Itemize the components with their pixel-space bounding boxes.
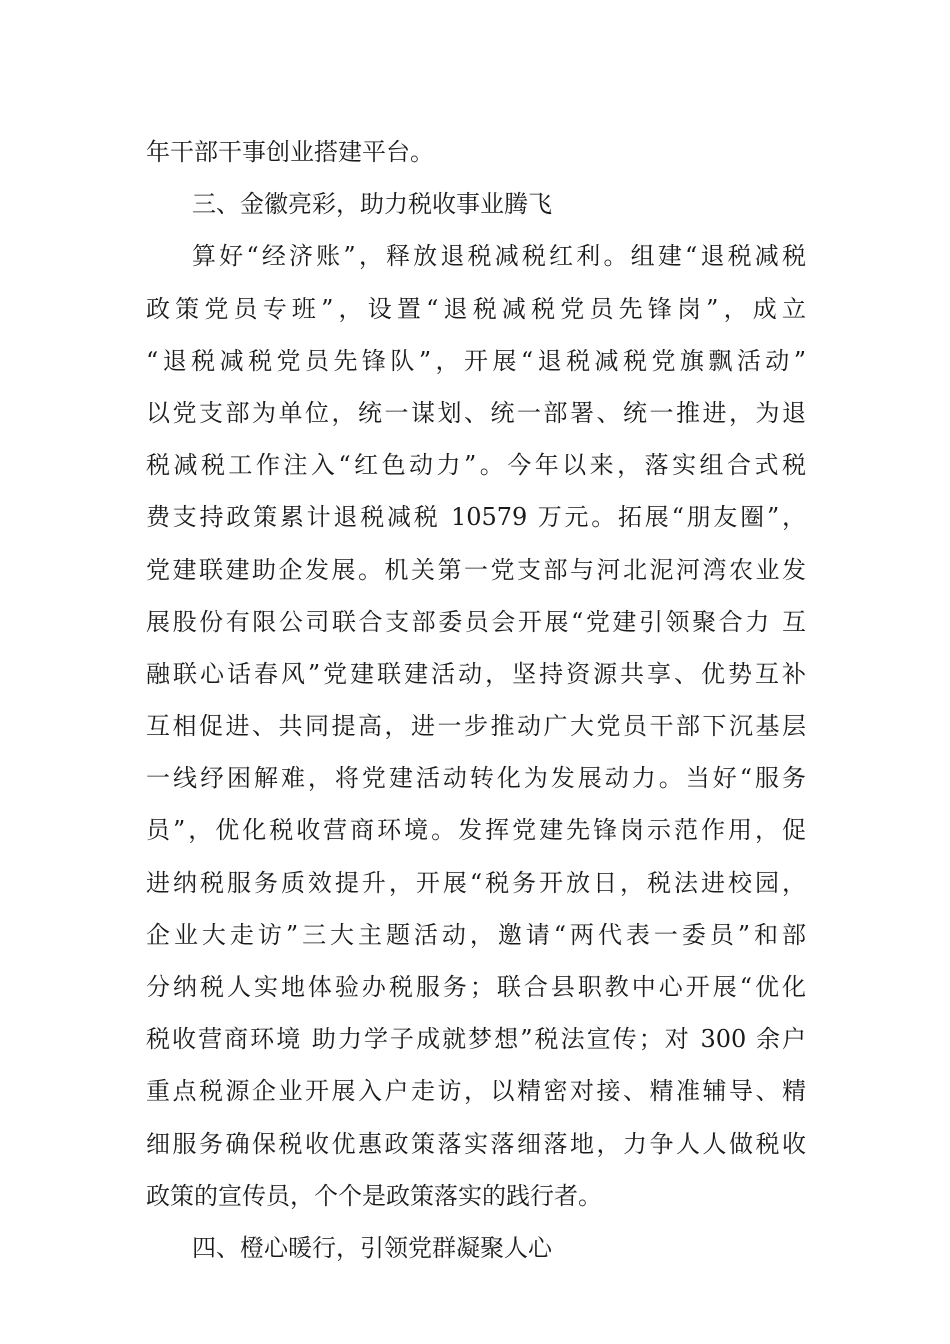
paragraph-line: 一线纾困解难，将党建活动转化为发展动力。当好“服务	[146, 764, 806, 793]
paragraph-line: 税减税工作注入“红色动力”。今年以来，落实组合式税	[146, 451, 806, 480]
paragraph-line: 员”，优化税收营商环境。发挥党建先锋岗示范作用，促	[146, 816, 806, 845]
paragraph-line: 企业大走访”三大主题活动，邀请“两代表一委员”和部	[146, 920, 806, 949]
paragraph-line: 重点税源企业开展入户走访，以精密对接、精准辅导、精	[146, 1077, 806, 1106]
paragraph-line: 以党支部为单位，统一谋划、统一部署、统一推进，为退	[146, 398, 806, 427]
paragraph-line: 算好“经济账”，释放退税减税红利。组建“退税减税	[192, 242, 806, 271]
paragraph-line: 党建联建助企发展。机关第一党支部与河北泥河湾农业发	[146, 555, 806, 584]
paragraph-line: 展股份有限公司联合支部委员会开展“党建引领聚合力 互	[146, 607, 806, 636]
paragraph-line: 税收营商环境 助力学子成就梦想”税法宣传；对 300 余户	[146, 1025, 806, 1054]
paragraph-line: 费支持政策累计退税减税 10579 万元。拓展“朋友圈”，	[146, 503, 806, 532]
body-text	[146, 126, 806, 1274]
paragraph-line: 融联心话春风”党建联建活动，坚持资源共享、优势互补	[146, 659, 806, 688]
paragraph-line: 政策的宣传员，个个是政策落实的践行者。	[146, 1181, 602, 1210]
paragraph-line: 分纳税人实地体验办税服务；联合县职教中心开展“优化	[146, 973, 806, 1001]
paragraph-line: 进纳税服务质效提升，开展“税务开放日，税法进校园，	[146, 868, 806, 897]
paragraph-line: 年干部干事创业搭建平台。	[146, 138, 434, 166]
paragraph-line: 政策党员专班”，设置“退税减税党员先锋岗”，成立	[146, 294, 806, 323]
paragraph-line: 互相促进、共同提高，进一步推动广大党员干部下沉基层	[146, 712, 806, 741]
section-heading: 三、金徽亮彩，助力税收事业腾飞	[192, 190, 552, 219]
section-heading: 四、橙心暖行，引领党群凝聚人心	[192, 1233, 552, 1262]
paragraph-line: “退税减税党员先锋队”，开展“退税减税党旗飘活动”	[146, 346, 806, 375]
paragraph-line: 细服务确保税收优惠政策落实落细落地，力争人人做税收	[146, 1129, 806, 1158]
